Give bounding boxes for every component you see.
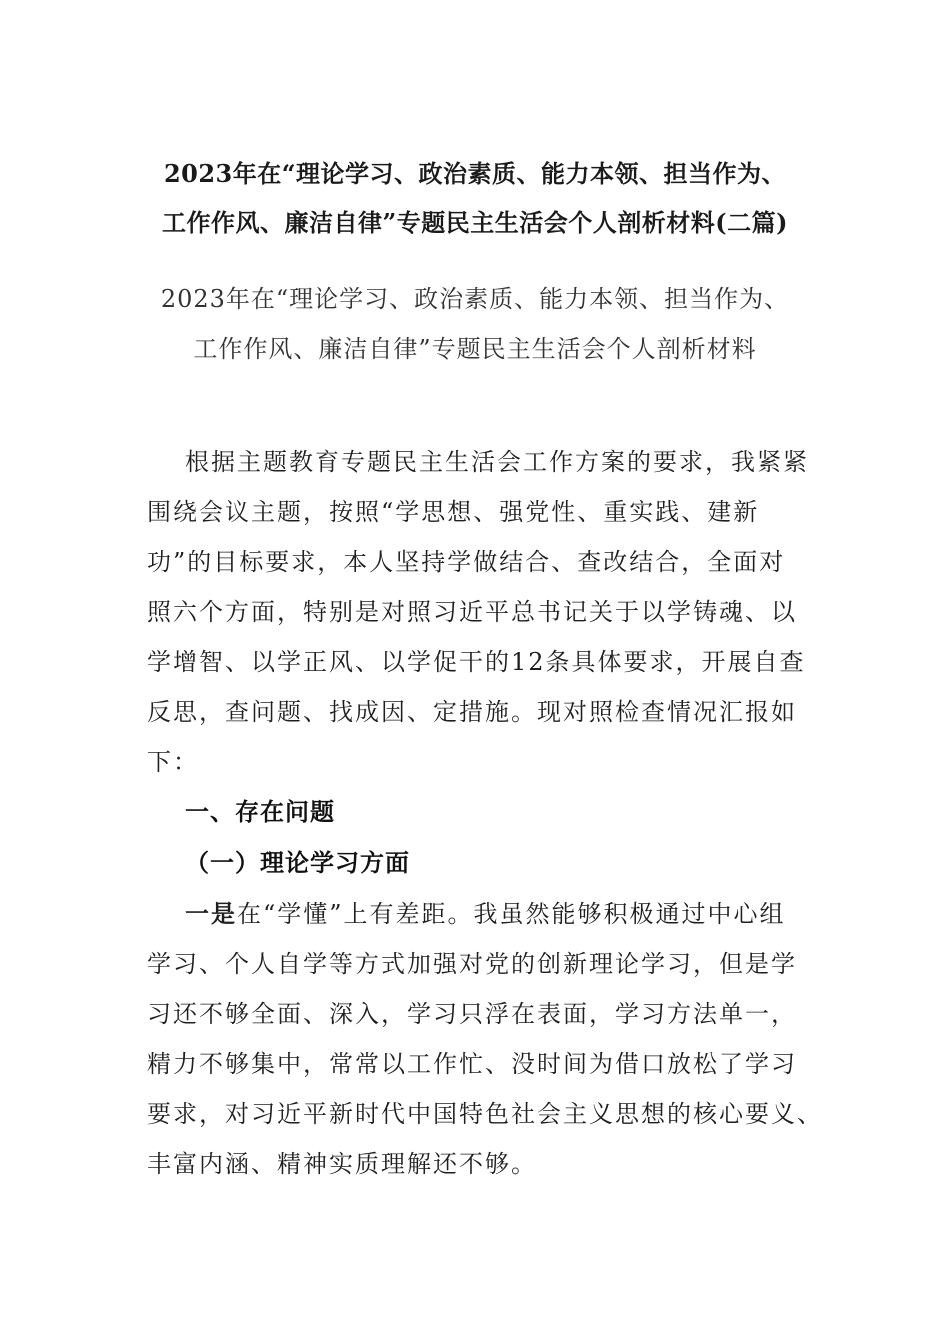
intro-line-7: 下：	[147, 748, 199, 776]
sub-title-line-1: 2023年在“理论学习、政治素质、能力本领、担当作为、	[160, 285, 790, 313]
intro-line-3: 功”的目标要求，本人坚持学做结合、查改结合，全面对	[147, 548, 786, 576]
section-heading: 一、存在问题	[185, 797, 335, 826]
intro-line-5: 学增智、以学正风、以学促干的12条具体要求，开展自查	[147, 648, 806, 676]
sub-title-line-2: 工作作风、廉洁自律”专题民主生活会个人剖析材料	[193, 335, 757, 363]
main-title-line-1: 2023年在“理论学习、政治素质、能力本领、担当作为、	[163, 159, 787, 188]
point-one-line-3: 习还不够全面、深入，学习只浮在表面，学习方法单一，	[147, 1000, 797, 1028]
intro-line-1: 根据主题教育专题民主生活会工作方案的要求，我紧紧	[185, 448, 809, 476]
point-one-lead: 一是	[185, 899, 237, 928]
point-one-first-line	[185, 899, 786, 928]
point-one-line-4: 精力不够集中，常常以工作忙、没时间为借口放松了学习	[147, 1050, 797, 1078]
intro-line-6: 反思，查问题、找成因、定措施。现对照检查情况汇报如	[147, 698, 797, 726]
main-title-line-2: 工作作风、廉洁自律”专题民主生活会个人剖析材料(二篇)	[161, 208, 788, 237]
subsection-heading: （一）理论学习方面	[185, 848, 410, 877]
point-one-line-5: 要求，对习近平新时代中国特色社会主义思想的核心要义、	[147, 1100, 823, 1128]
point-one-line-2: 学习、个人自学等方式加强对党的创新理论学习，但是学	[147, 950, 797, 978]
intro-line-4: 照六个方面，特别是对照习近平总书记关于以学铸魂、以	[147, 598, 797, 626]
point-one-first-line-text: 在“学懂”上有差距。我虽然能够积极通过中心组	[237, 900, 786, 928]
intro-line-2: 围绕会议主题，按照“学思想、强党性、重实践、建新	[147, 498, 760, 526]
point-one-line-6: 丰富内涵、精神实质理解还不够。	[147, 1150, 537, 1178]
